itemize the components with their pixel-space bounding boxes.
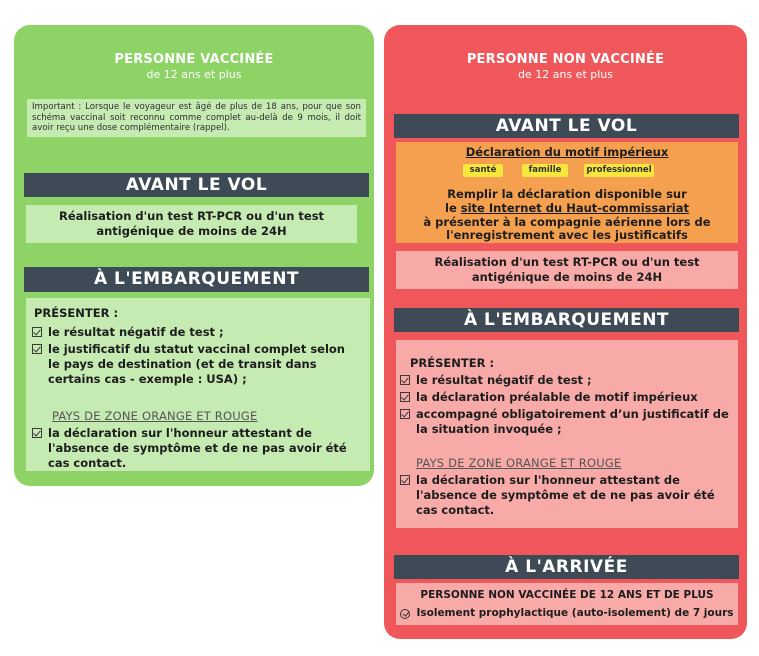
- arrival-box: [396, 583, 738, 625]
- non-vaccinated-boarding-box: [396, 340, 738, 528]
- vaccinated-panel: [14, 25, 374, 486]
- non-vaccinated-before-flight-test: Réalisation d'un test RT-PCR ou d'un test antigénique de moins de 24H: [396, 251, 738, 289]
- tag-famille: famille: [522, 164, 568, 177]
- checkbox-icon: [400, 475, 410, 485]
- arrival-heading: À L'ARRIVÉE: [394, 555, 739, 579]
- non-vaccinated-boarding-heading: À L'EMBARQUEMENT: [394, 308, 739, 332]
- tag-sante: santé: [463, 164, 503, 177]
- arrival-item: [396, 606, 738, 621]
- check-circle-icon: [400, 609, 410, 619]
- non-vaccinated-zone-item: la déclaration sur l'honneur attestant de l'absence de symptôme et de ne pas avoir été cas contact.: [416, 473, 715, 517]
- non-vaccinated-subtitle: de 12 ans et plus: [518, 68, 613, 81]
- vaccinated-item-2: le justificatif du statut vaccinal complet selon le pays de destination (et de transit dans certains cas - exemple : USA) ;: [48, 342, 345, 386]
- list-item: [400, 473, 732, 518]
- vaccinated-before-flight-text: Réalisation d'un test RT-PCR ou d'un test antigénique de moins de 24H: [26, 205, 357, 243]
- checkbox-icon: [400, 409, 410, 419]
- declaration-text-line-4: l'enregistrement avec les justificatifs: [446, 228, 688, 242]
- list-item: [400, 407, 730, 437]
- vaccinated-important-note: Important : Lorsque le voyageur est âgé de plus de 18 ans, pour que son schéma vaccinal soit reconnu comme complet au-delà de 9 mois, il doit avoir reçu une dose complémentaire (rappel).: [27, 99, 366, 137]
- vaccinated-item-1: le résultat négatif de test ;: [48, 325, 224, 339]
- non-vaccinated-item-1: le résultat négatif de test ;: [416, 373, 592, 387]
- non-vaccinated-item-3: accompagné obligatoirement d’un justificatif de la situation invoquée ;: [416, 407, 729, 436]
- declaration-text-line-2: [396, 201, 738, 215]
- non-vaccinated-present-label: PRÉSENTER :: [410, 356, 495, 370]
- vaccinated-boarding-box: [26, 298, 370, 471]
- vaccinated-boarding-heading: À L'EMBARQUEMENT: [24, 267, 369, 292]
- vaccinated-title: PERSONNE VACCINÉE: [114, 52, 274, 67]
- declaration-text-prefix: le: [445, 201, 457, 215]
- declaration-box: [396, 142, 738, 243]
- vaccinated-subtitle: de 12 ans et plus: [146, 68, 242, 81]
- checkbox-icon: [32, 428, 42, 438]
- non-vaccinated-item-2: la déclaration préalable de motif impérieux: [416, 390, 698, 404]
- declaration-title: Déclaration du motif impérieux: [465, 145, 669, 159]
- non-vaccinated-zone-label: PAYS DE ZONE ORANGE ET ROUGE: [416, 456, 622, 470]
- non-vaccinated-title: PERSONNE NON VACCINÉE: [466, 52, 665, 67]
- list-item: [32, 325, 352, 340]
- declaration-text-line-3: à présenter à la compagnie aérienne lors de: [423, 215, 711, 229]
- arrival-title: PERSONNE NON VACCINÉE DE 12 ANS ET DE PLUS: [420, 589, 714, 601]
- vaccinated-present-label: PRÉSENTER :: [34, 306, 119, 320]
- list-item: [32, 342, 352, 387]
- vaccinated-before-flight-heading: AVANT LE VOL: [24, 173, 369, 197]
- checkbox-icon: [32, 344, 42, 354]
- arrival-item-text: Isolement prophylactique (auto-isolement) de 7 jours: [416, 607, 734, 619]
- declaration-text-line-1: Remplir la déclaration disponible sur: [447, 187, 687, 201]
- checkbox-icon: [400, 392, 410, 402]
- checkbox-icon: [400, 375, 410, 385]
- vaccinated-zone-item: la déclaration sur l'honneur attestant de l'absence de symptôme et de ne pas avoir été cas contact.: [48, 426, 347, 470]
- vaccinated-zone-label: PAYS DE ZONE ORANGE ET ROUGE: [52, 409, 258, 423]
- haut-commissariat-link[interactable]: site Internet du Haut-commissariat: [460, 201, 689, 215]
- non-vaccinated-panel: [384, 25, 747, 639]
- tag-professionnel: professionnel: [584, 164, 654, 177]
- checkbox-icon: [32, 327, 42, 337]
- list-item: [400, 390, 730, 405]
- non-vaccinated-before-flight-heading: AVANT LE VOL: [394, 114, 739, 138]
- list-item: [400, 373, 730, 388]
- list-item: [32, 426, 358, 471]
